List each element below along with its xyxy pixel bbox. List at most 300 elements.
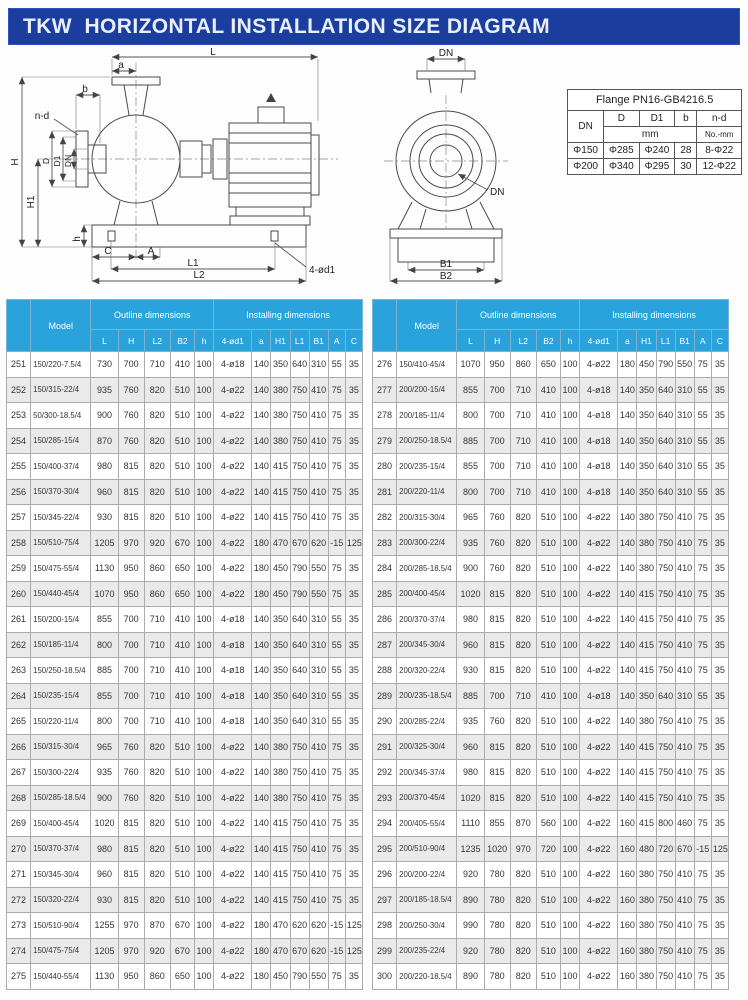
dimension-cell: 140 xyxy=(618,607,637,633)
dimension-cell: 815 xyxy=(118,887,144,913)
dimension-cell: 790 xyxy=(290,964,309,990)
dimension-cell: 855 xyxy=(457,377,484,403)
dimension-cell: 75 xyxy=(328,862,345,888)
dimension-cell: 450 xyxy=(271,581,290,607)
installing-dimensions-header: Installing dimensions xyxy=(214,300,363,330)
model-header: Model xyxy=(31,300,91,352)
dimension-cell: 410 xyxy=(309,403,328,429)
flange-unit-mm: mm xyxy=(603,127,696,143)
dimension-cell: 75 xyxy=(694,658,711,684)
dimension-cell: 410 xyxy=(170,683,194,709)
dimension-cell: 710 xyxy=(144,658,170,684)
table-row xyxy=(373,913,729,939)
dimension-cell: 410 xyxy=(309,836,328,862)
dimension-cell: 100 xyxy=(195,505,214,531)
dimension-cell: 4-ø22 xyxy=(214,530,252,556)
dimension-cell: 855 xyxy=(91,683,118,709)
dimension-cell: 640 xyxy=(656,683,675,709)
dimension-cell: 4-ø22 xyxy=(214,454,252,480)
dimension-cell: 4-ø22 xyxy=(580,530,618,556)
dimension-cell: 510 xyxy=(536,658,560,684)
dimension-cell: 510 xyxy=(170,785,194,811)
model-cell: 150/220-11/4 xyxy=(31,709,91,735)
dimension-cell: 820 xyxy=(510,938,536,964)
flange-cell: 12-Φ22 xyxy=(697,159,742,175)
dimension-cell: 140 xyxy=(252,785,271,811)
dimension-cell: 75 xyxy=(694,734,711,760)
dimension-cell: 410 xyxy=(309,505,328,531)
dimension-cell: 35 xyxy=(345,581,362,607)
dimension-cell: 4-ø22 xyxy=(580,913,618,939)
col-header-B1: B1 xyxy=(309,330,328,352)
dimension-cell: 670 xyxy=(290,530,309,556)
table-row xyxy=(7,581,363,607)
flange-header-d: D xyxy=(603,111,639,127)
dimension-cell: 820 xyxy=(510,607,536,633)
dimension-cell: 35 xyxy=(711,938,728,964)
dimension-cell: 180 xyxy=(618,352,637,378)
dim-label-D1: D1 xyxy=(52,155,62,167)
dimension-table-left xyxy=(6,299,363,990)
dimension-cell: 35 xyxy=(711,556,728,582)
row-number: 275 xyxy=(7,964,31,990)
flange-cell: Φ150 xyxy=(568,143,604,159)
dimension-cell: 35 xyxy=(711,734,728,760)
dimension-cell: 160 xyxy=(618,964,637,990)
dimension-cell: 140 xyxy=(618,530,637,556)
dimension-cell: 4-ø22 xyxy=(580,632,618,658)
dimension-cell: 410 xyxy=(309,785,328,811)
dimension-cell: 510 xyxy=(536,709,560,735)
dimension-cell: 410 xyxy=(309,377,328,403)
model-cell: 200/250-18.5/4 xyxy=(397,428,457,454)
dimension-cell: 35 xyxy=(711,683,728,709)
dimension-cell: 815 xyxy=(118,811,144,837)
table-row xyxy=(7,734,363,760)
dimension-cell: 650 xyxy=(536,352,560,378)
dimension-cell: 4-ø22 xyxy=(214,581,252,607)
model-cell: 150/400-45/4 xyxy=(31,811,91,837)
dimension-cell: 750 xyxy=(290,734,309,760)
row-number: 295 xyxy=(373,836,397,862)
dimension-cell: 860 xyxy=(144,556,170,582)
dimension-cell: 75 xyxy=(694,785,711,811)
dimension-cell: 35 xyxy=(345,709,362,735)
dimension-cell: 140 xyxy=(252,454,271,480)
dim-label-B1: B1 xyxy=(439,259,453,270)
row-number: 264 xyxy=(7,683,31,709)
dimension-cell: 350 xyxy=(271,709,290,735)
dim-label-H1: H1 xyxy=(26,195,37,209)
dimension-cell: 800 xyxy=(91,632,118,658)
dimension-cell: 180 xyxy=(252,913,271,939)
table-row xyxy=(7,607,363,633)
dimension-cell: 4-ø22 xyxy=(580,862,618,888)
dimension-cell: 4-ø22 xyxy=(214,862,252,888)
dimension-cell: 310 xyxy=(675,403,694,429)
dimension-cell: 815 xyxy=(118,479,144,505)
dimension-cell: 750 xyxy=(656,785,675,811)
row-number: 272 xyxy=(7,887,31,913)
dimension-cell: 350 xyxy=(271,683,290,709)
dimension-cell: 410 xyxy=(309,760,328,786)
dimension-cell: 35 xyxy=(711,632,728,658)
dimension-cell: 100 xyxy=(561,862,580,888)
dimension-cell: 820 xyxy=(510,505,536,531)
table-row xyxy=(373,785,729,811)
model-cell: 200/300-22/4 xyxy=(397,530,457,556)
dimension-cell: 920 xyxy=(457,862,484,888)
dimension-cell: 415 xyxy=(637,785,656,811)
dimension-cell: 415 xyxy=(637,760,656,786)
dimension-cell: 140 xyxy=(618,581,637,607)
table-row xyxy=(373,836,729,862)
dimension-cell: 550 xyxy=(309,556,328,582)
dim-label-D: D xyxy=(41,157,51,165)
dimension-cell: 415 xyxy=(271,862,290,888)
dimension-cell: 885 xyxy=(457,428,484,454)
table-row xyxy=(7,964,363,990)
dimension-cell: 640 xyxy=(656,454,675,480)
dimension-cell: 750 xyxy=(656,709,675,735)
dimension-cell: 700 xyxy=(484,403,510,429)
dimension-cell: 140 xyxy=(252,760,271,786)
dimension-cell: 100 xyxy=(195,862,214,888)
dimension-cell: 800 xyxy=(656,811,675,837)
dimension-cell: 710 xyxy=(510,428,536,454)
dimension-cell: 820 xyxy=(144,479,170,505)
dimension-cell: 815 xyxy=(118,862,144,888)
row-number: 284 xyxy=(373,556,397,582)
dimension-cell: 750 xyxy=(656,964,675,990)
dimension-cell: 140 xyxy=(252,428,271,454)
dimension-cell: 4-ø22 xyxy=(580,556,618,582)
col-header-h: h xyxy=(561,330,580,352)
dimension-cell: 790 xyxy=(290,581,309,607)
dimension-cell: 100 xyxy=(561,454,580,480)
dimension-cell: 4-ø22 xyxy=(214,964,252,990)
dimension-cell: 55 xyxy=(694,683,711,709)
model-cell: 200/400-45/4 xyxy=(397,581,457,607)
dimension-cell: 820 xyxy=(510,760,536,786)
dimension-cell: 100 xyxy=(195,913,214,939)
dimension-cell: 620 xyxy=(309,938,328,964)
row-number: 279 xyxy=(373,428,397,454)
dimension-cell: 75 xyxy=(328,505,345,531)
flange-cell: 8-Φ22 xyxy=(697,143,742,159)
dimension-cell: 1020 xyxy=(484,836,510,862)
dimension-cell: 410 xyxy=(675,632,694,658)
dimension-cell: 410 xyxy=(309,811,328,837)
model-cell: 150/235-15/4 xyxy=(31,683,91,709)
dimension-cell: 790 xyxy=(656,352,675,378)
col-header-H1: H1 xyxy=(271,330,290,352)
dimension-cell: 820 xyxy=(510,530,536,556)
dimension-cell: 820 xyxy=(144,377,170,403)
dimension-cell: 750 xyxy=(656,581,675,607)
dimension-cell: 410 xyxy=(170,352,194,378)
table-row xyxy=(7,658,363,684)
table-row xyxy=(7,428,363,454)
dimension-cell: 55 xyxy=(328,632,345,658)
dimension-cell: 35 xyxy=(345,556,362,582)
dimension-cell: 950 xyxy=(118,581,144,607)
dim-label-H: H xyxy=(10,158,21,166)
dimension-cell: 4-ø22 xyxy=(580,887,618,913)
row-number: 290 xyxy=(373,709,397,735)
dimension-cell: 1110 xyxy=(457,811,484,837)
dimension-cell: 55 xyxy=(694,377,711,403)
dimension-cell: 820 xyxy=(144,836,170,862)
model-cell: 200/235-18.5/4 xyxy=(397,683,457,709)
col-header-A: A xyxy=(328,330,345,352)
flange-cell: 28 xyxy=(675,143,697,159)
dimension-cell: 510 xyxy=(536,887,560,913)
dimension-cell: 550 xyxy=(309,581,328,607)
dimension-cell: 510 xyxy=(170,734,194,760)
dimension-cell: 380 xyxy=(637,887,656,913)
dimension-cell: 410 xyxy=(536,479,560,505)
flange-cell: Φ285 xyxy=(603,143,639,159)
dimension-cell: 4-ø18 xyxy=(214,352,252,378)
dimension-cell: 710 xyxy=(510,454,536,480)
dimension-cell: 560 xyxy=(536,811,560,837)
dimension-cell: 410 xyxy=(309,734,328,760)
dimension-cell: 900 xyxy=(91,785,118,811)
row-number: 267 xyxy=(7,760,31,786)
dimension-cell: 160 xyxy=(618,836,637,862)
flange-header-nd: n-d xyxy=(697,111,742,127)
row-number: 251 xyxy=(7,352,31,378)
dimension-cell: 35 xyxy=(345,862,362,888)
dimension-cell: 350 xyxy=(271,607,290,633)
dimension-cell: 4-ø22 xyxy=(214,403,252,429)
row-number: 277 xyxy=(373,377,397,403)
dimension-cell: 140 xyxy=(618,556,637,582)
table-row xyxy=(7,352,363,378)
dimension-cell: 35 xyxy=(345,683,362,709)
dimension-cell: 870 xyxy=(510,811,536,837)
dimension-cell: 820 xyxy=(510,785,536,811)
dimension-cell: 310 xyxy=(309,607,328,633)
dimension-cell: 750 xyxy=(656,530,675,556)
dimension-cell: 410 xyxy=(536,377,560,403)
dimension-cell: 820 xyxy=(144,734,170,760)
dimension-cell: 55 xyxy=(328,607,345,633)
dimension-cell: 180 xyxy=(252,938,271,964)
dimension-cell: 815 xyxy=(484,607,510,633)
table-row xyxy=(7,862,363,888)
dimension-cell: 100 xyxy=(195,530,214,556)
installing-dimensions-header: Installing dimensions xyxy=(580,300,729,330)
dimension-cell: 4-ø22 xyxy=(580,836,618,862)
dimension-cell: 710 xyxy=(144,632,170,658)
index-header xyxy=(7,300,31,352)
dimension-cell: 75 xyxy=(694,964,711,990)
dimension-cell: 140 xyxy=(618,454,637,480)
dimension-cell: 410 xyxy=(309,479,328,505)
model-cell: 150/410-45/4 xyxy=(397,352,457,378)
dimension-cell: 4-ø22 xyxy=(214,785,252,811)
dimension-cell: 35 xyxy=(711,479,728,505)
dimension-cell: 510 xyxy=(536,760,560,786)
model-cell: 200/185-18.5/4 xyxy=(397,887,457,913)
model-cell: 200/325-30/4 xyxy=(397,734,457,760)
dimension-cell: 415 xyxy=(637,658,656,684)
model-cell: 200/510-90/4 xyxy=(397,836,457,862)
dimension-cell: 960 xyxy=(91,479,118,505)
dimension-cell: 100 xyxy=(561,607,580,633)
dimension-cell: 820 xyxy=(144,428,170,454)
model-cell: 150/475-75/4 xyxy=(31,938,91,964)
dimension-cell: 885 xyxy=(91,658,118,684)
dimension-cell: 160 xyxy=(618,913,637,939)
dim-label-a: a xyxy=(118,60,124,71)
row-number: 280 xyxy=(373,454,397,480)
dimension-cell: 55 xyxy=(328,658,345,684)
dimension-cell: 920 xyxy=(457,938,484,964)
col-header-B2: B2 xyxy=(170,330,194,352)
dimension-cell: 510 xyxy=(536,913,560,939)
dimension-cell: 510 xyxy=(170,760,194,786)
pump-side-view-diagram xyxy=(8,47,344,289)
dimension-cell: 780 xyxy=(484,913,510,939)
col-header-C: C xyxy=(711,330,728,352)
dimension-cell: 650 xyxy=(170,556,194,582)
dimension-cell: 100 xyxy=(561,836,580,862)
table-row xyxy=(7,887,363,913)
row-number: 268 xyxy=(7,785,31,811)
model-cell: 200/250-30/4 xyxy=(397,913,457,939)
flange-row xyxy=(568,159,742,175)
dimension-cell: 815 xyxy=(484,658,510,684)
col-header-a: a xyxy=(618,330,637,352)
dimension-cell: 750 xyxy=(290,836,309,862)
dimension-cell: 55 xyxy=(694,428,711,454)
dimension-cell: 510 xyxy=(536,964,560,990)
dimension-cell: 35 xyxy=(711,913,728,939)
dimension-cell: 750 xyxy=(290,377,309,403)
dimension-cell: 760 xyxy=(484,556,510,582)
flange-row xyxy=(568,143,742,159)
dimension-cell: 410 xyxy=(675,556,694,582)
dimension-cell: 780 xyxy=(484,938,510,964)
dimension-cell: 35 xyxy=(711,377,728,403)
dimension-cell: 935 xyxy=(91,377,118,403)
dimension-cell: 4-ø22 xyxy=(214,505,252,531)
dimension-cell: 820 xyxy=(144,760,170,786)
outline-dimensions-header: Outline dimensions xyxy=(457,300,580,330)
dimension-cell: 140 xyxy=(618,505,637,531)
dimension-cell: 980 xyxy=(91,454,118,480)
dimension-cell: 380 xyxy=(637,913,656,939)
model-cell: 200/285-18.5/4 xyxy=(397,556,457,582)
dimension-cell: 4-ø18 xyxy=(214,607,252,633)
dimension-cell: 140 xyxy=(252,607,271,633)
dimension-cell: 640 xyxy=(656,377,675,403)
dimension-cell: 710 xyxy=(510,683,536,709)
dimension-cell: 140 xyxy=(618,658,637,684)
dimension-cell: 35 xyxy=(345,607,362,633)
model-cell: 150/440-45/4 xyxy=(31,581,91,607)
dimension-cell: 75 xyxy=(328,964,345,990)
dimension-cell: 100 xyxy=(195,454,214,480)
dimension-cell: 410 xyxy=(675,505,694,531)
row-number: 259 xyxy=(7,556,31,582)
dimension-cell: 820 xyxy=(510,862,536,888)
dimension-cell: 1255 xyxy=(91,913,118,939)
dimension-cell: 460 xyxy=(675,811,694,837)
dimension-cell: 75 xyxy=(694,530,711,556)
flange-unit-no-mm: No.-mm xyxy=(697,127,742,143)
dimension-cell: 140 xyxy=(618,377,637,403)
dim-label-A: A xyxy=(147,246,155,257)
dimension-cell: 4-ø22 xyxy=(580,607,618,633)
table-row xyxy=(373,632,729,658)
dimension-cell: 700 xyxy=(484,454,510,480)
dimension-cell: 470 xyxy=(271,530,290,556)
dimension-cell: 415 xyxy=(637,607,656,633)
dimension-cell: 750 xyxy=(656,913,675,939)
dimension-cell: 820 xyxy=(510,658,536,684)
table-row xyxy=(373,938,729,964)
dimension-tables-section xyxy=(0,299,748,990)
dimension-cell: 710 xyxy=(510,377,536,403)
flange-cell: 30 xyxy=(675,159,697,175)
dimension-cell: 820 xyxy=(510,913,536,939)
dimension-cell: 140 xyxy=(618,683,637,709)
model-cell: 150/185-11/4 xyxy=(31,632,91,658)
dimension-cell: 140 xyxy=(252,683,271,709)
model-cell: 150/510-90/4 xyxy=(31,913,91,939)
dimension-cell: 310 xyxy=(675,377,694,403)
dimension-cell: 350 xyxy=(637,428,656,454)
dimension-cell: 100 xyxy=(195,632,214,658)
dimension-cell: 35 xyxy=(345,454,362,480)
dimension-cell: 510 xyxy=(170,377,194,403)
dim-label-4d1: 4-ød1 xyxy=(309,265,336,276)
dimension-cell: 820 xyxy=(144,785,170,811)
row-number: 289 xyxy=(373,683,397,709)
dimension-cell: 100 xyxy=(561,811,580,837)
dim-label-L: L xyxy=(210,47,216,58)
dimension-cell: 750 xyxy=(290,454,309,480)
dimension-cell: 855 xyxy=(484,811,510,837)
dimension-cell: 720 xyxy=(656,836,675,862)
dimension-cell: 510 xyxy=(536,862,560,888)
dimension-cell: 100 xyxy=(561,556,580,582)
dimension-cell: 710 xyxy=(144,352,170,378)
dimension-cell: 855 xyxy=(457,454,484,480)
model-cell: 200/220-11/4 xyxy=(397,479,457,505)
model-cell: 200/200-15/4 xyxy=(397,377,457,403)
dimension-cell: 75 xyxy=(328,734,345,760)
dimension-cell: 640 xyxy=(656,428,675,454)
dimension-cell: 930 xyxy=(91,887,118,913)
dimension-cell: 100 xyxy=(195,785,214,811)
dimension-cell: 350 xyxy=(637,479,656,505)
row-number: 258 xyxy=(7,530,31,556)
table-row xyxy=(373,581,729,607)
flange-cell: Φ240 xyxy=(639,143,675,159)
outline-dimensions-header: Outline dimensions xyxy=(91,300,214,330)
col-header-B1: B1 xyxy=(675,330,694,352)
dimension-cell: 890 xyxy=(457,964,484,990)
table-row xyxy=(373,556,729,582)
dimension-cell: 180 xyxy=(252,964,271,990)
dimension-cell: 960 xyxy=(91,862,118,888)
dimension-cell: 510 xyxy=(170,862,194,888)
